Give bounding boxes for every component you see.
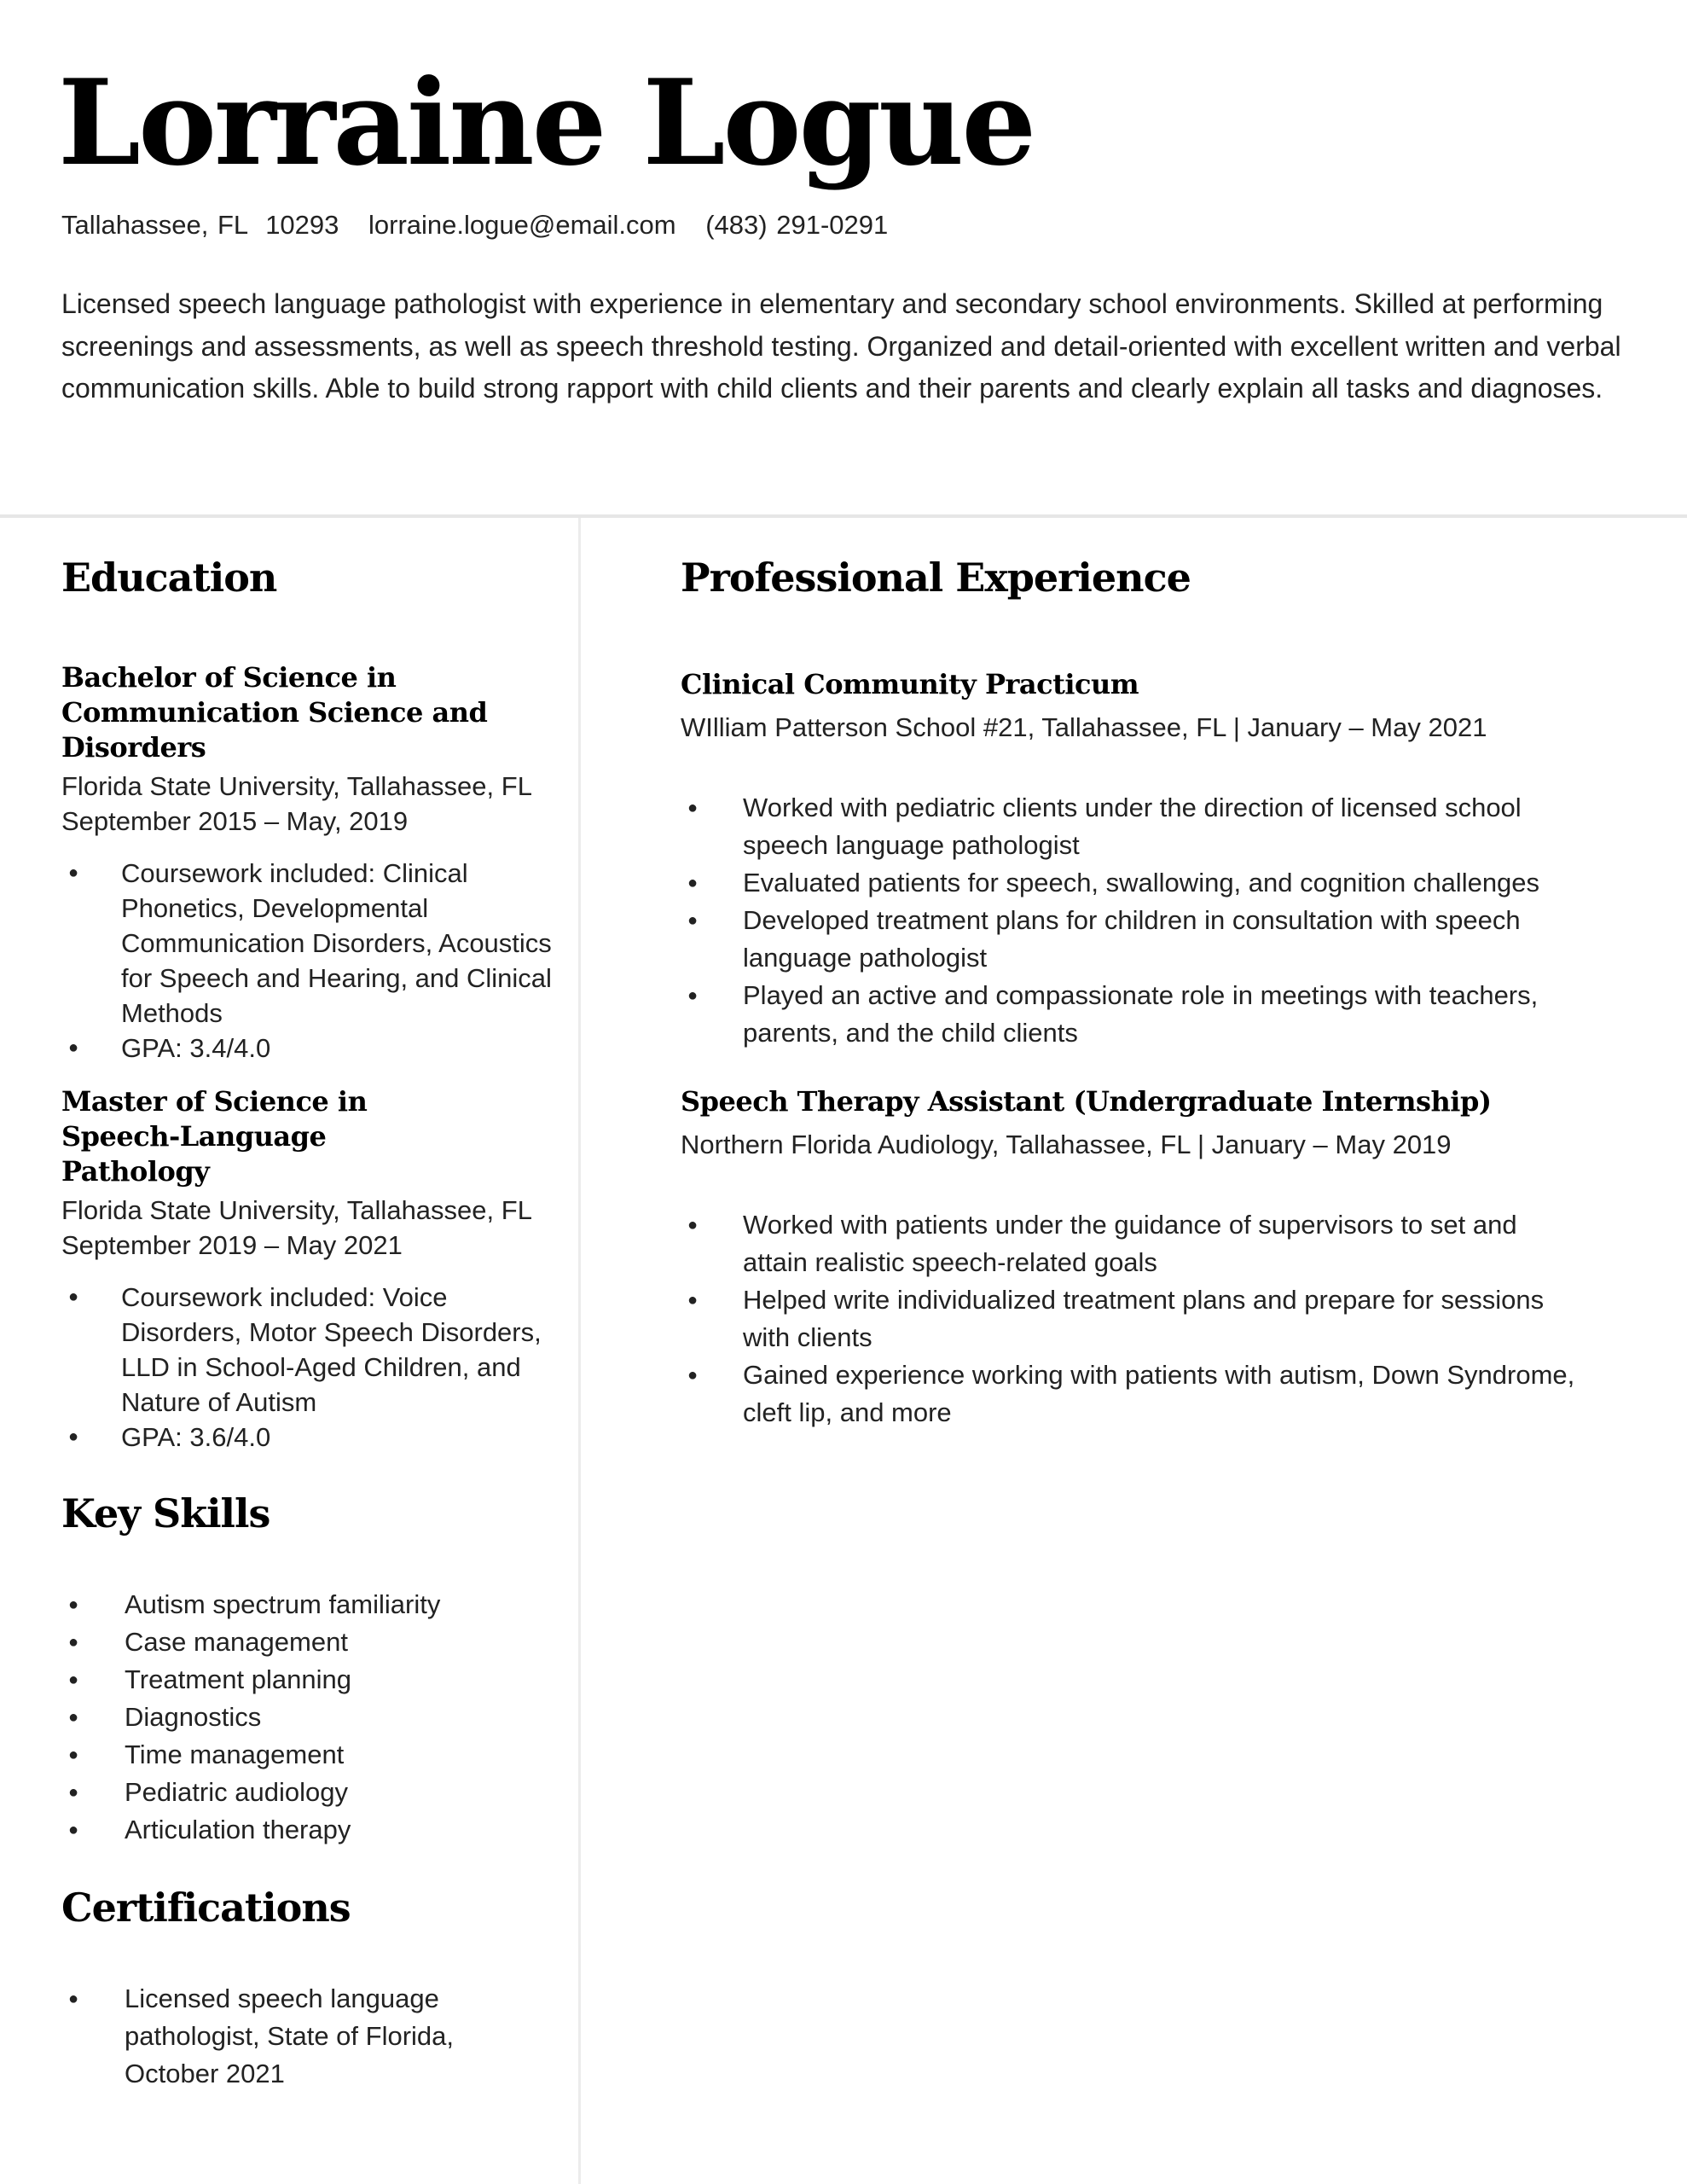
list-item: ● Articulation therapy xyxy=(61,1811,565,1849)
education-bullets xyxy=(61,856,565,1066)
certifications-heading: Certifications xyxy=(61,1885,351,1931)
list-item: ● GPA: 3.6/4.0 xyxy=(61,1420,565,1455)
job-entry xyxy=(681,1084,1636,1432)
list-item: ● Case management xyxy=(61,1623,565,1661)
list-item: ● Treatment planning xyxy=(61,1661,565,1699)
list-item: ● Gained experience working with patients with autism, Down Syndrome, cleft lip, and more xyxy=(681,1356,1576,1432)
job-details: WIlliam Patterson School #21, Tallahassee, FL | January – May 2021 xyxy=(681,712,1487,742)
school: Florida State University, Tallahassee, FL xyxy=(61,1195,532,1225)
summary: Licensed speech language pathologist with experience in elementary and secondary school environments. Skilled at performing screenings and assessments, as well as speech threshold testing. Organized and detail-oriented with excellent written and verbal communication skills. Able to build strong rapport with child clients and their parents and clearly explain all tasks and diagnoses. xyxy=(61,288,1621,404)
contact-info xyxy=(61,210,908,241)
degree: Master of Science in Speech-Language Pathology xyxy=(61,1085,368,1188)
list-item: ● Pediatric audiology xyxy=(61,1774,565,1811)
education-bullets xyxy=(61,1280,565,1455)
candidate-name: Lorraine Logue xyxy=(58,53,1035,192)
list-item: ● Helped write individualized treatment plans and prepare for sessions with clients xyxy=(681,1281,1576,1356)
list-item: ● Autism spectrum familiarity xyxy=(61,1586,565,1623)
job-title: Speech Therapy Assistant (Undergraduate Internship) xyxy=(681,1085,1492,1118)
email-link[interactable]: lorraine.logue@email.com xyxy=(368,210,676,240)
job-bullets xyxy=(681,1206,1576,1432)
job-title: Clinical Community Practicum xyxy=(681,668,1139,700)
certifications-list xyxy=(61,1980,539,2093)
job-bullets xyxy=(681,789,1576,1052)
dates: September 2019 – May 2021 xyxy=(61,1230,403,1260)
list-item: ● GPA: 3.4/4.0 xyxy=(61,1031,565,1066)
list-item: ● Developed treatment plans for children in consultation with speech language pathologist xyxy=(681,902,1576,977)
location: Tallahassee, FL 10293 xyxy=(61,210,339,240)
list-item: ● Coursework included: Clinical Phonetics, Developmental Communication Disorders, Acoustics for Speech and Hearing, and Clinical Methods xyxy=(61,856,565,1031)
dates: September 2015 – May, 2019 xyxy=(61,806,409,836)
skills-list xyxy=(61,1586,565,1849)
school: Florida State University, Tallahassee, FL xyxy=(61,771,532,801)
vertical-divider xyxy=(578,518,581,2184)
education-heading: Education xyxy=(61,555,277,601)
job-details: Northern Florida Audiology, Tallahassee, FL | January – May 2019 xyxy=(681,1130,1452,1159)
education-entry xyxy=(61,1084,565,1455)
list-item: ● Licensed speech language pathologist, State of Florida, October 2021 xyxy=(61,1980,539,2093)
list-item: ● Worked with pediatric clients under the direction of licensed school speech language pathologist xyxy=(681,789,1576,864)
right-column xyxy=(681,555,1636,1432)
horizontal-divider xyxy=(0,514,1687,518)
phone: (483) 291-0291 xyxy=(705,210,889,240)
degree: Bachelor of Science in Communication Science and Disorders xyxy=(61,661,488,764)
list-item: ● Diagnostics xyxy=(61,1699,565,1736)
education-entry xyxy=(61,660,565,1066)
experience-heading: Professional Experience xyxy=(681,555,1191,601)
list-item: ● Coursework included: Voice Disorders, Motor Speech Disorders, LLD in School-Aged Children, and Nature of Autism xyxy=(61,1280,565,1420)
job-entry xyxy=(681,667,1636,1052)
list-item: ● Evaluated patients for speech, swallowing, and cognition challenges xyxy=(681,864,1576,902)
list-item: ● Worked with patients under the guidance of supervisors to set and attain realistic speech-related goals xyxy=(681,1206,1576,1281)
skills-heading: Key Skills xyxy=(61,1490,270,1536)
left-column xyxy=(61,555,565,2093)
list-item: ● Played an active and compassionate role in meetings with teachers, parents, and the child clients xyxy=(681,977,1576,1052)
list-item: ● Time management xyxy=(61,1736,565,1774)
